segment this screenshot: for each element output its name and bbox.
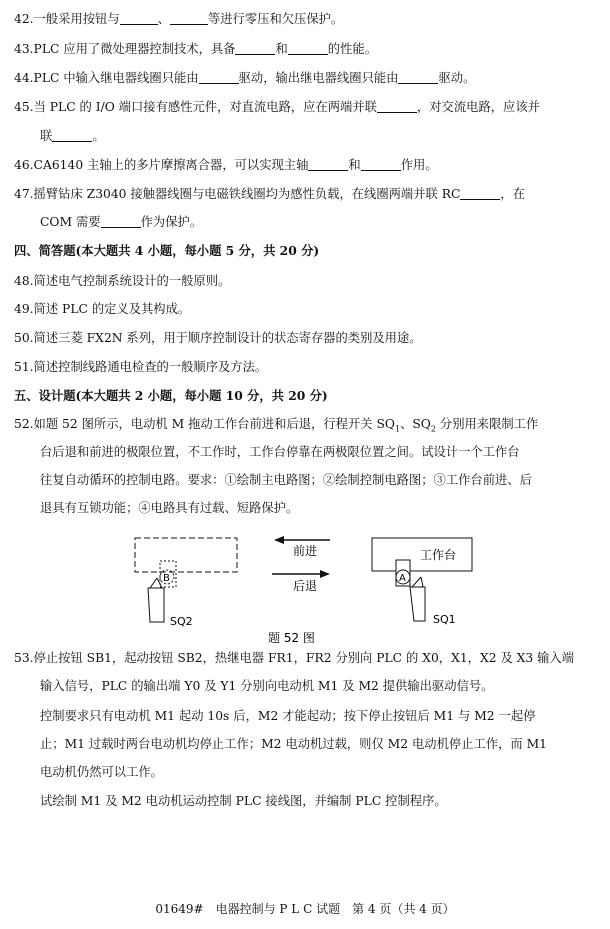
- question-47-cont: COM 需要 作为保护。: [40, 215, 203, 229]
- page-footer: 01649# 电器控制与 P L C 试题 第 4 页（共 4 页）: [155, 902, 455, 916]
- question-45-cont: 联 。: [40, 129, 105, 143]
- worktable-label: 工作台: [420, 548, 457, 562]
- question-52-line2: 台后退和前进的极限位置，不工作时，工作台停靠在两极限位置之间。试设计一个工作台: [40, 445, 520, 459]
- question-52-line4: 退具有互锁功能；④电路具有过载、短路保护。: [40, 501, 299, 515]
- sq2-switch-icon: [148, 588, 164, 622]
- answer-blank[interactable]: [170, 12, 208, 25]
- question-50: 50.简述三菱 FX2N 系列，用于顺序控制设计的状态寄存器的类别及用途。: [14, 331, 422, 345]
- answer-blank[interactable]: [460, 187, 500, 200]
- figure-52: [0, 530, 610, 655]
- worktable-left-dashed: [135, 538, 237, 572]
- sq1-label: SQ1: [433, 613, 456, 626]
- question-43: 43.PLC 应用了微处理器控制技术，具备 和 的性能。: [14, 42, 377, 56]
- answer-blank[interactable]: [288, 42, 328, 55]
- pin-b-label: B: [163, 573, 170, 584]
- question-51: 51.简述控制线路通电检查的一般顺序及方法。: [14, 360, 268, 374]
- answer-blank[interactable]: [398, 71, 438, 84]
- question-52-line3: 往复自动循环的控制电路。要求：①绘制主电路图；②绘制控制电路图；③工作台前进、后: [40, 473, 532, 487]
- section-5-heading: 五、设计题(本大题共 2 小题，每小题 10 分，共 20 分): [14, 388, 328, 403]
- sq2-label: SQ2: [170, 615, 193, 628]
- forward-label: 前进: [293, 544, 318, 558]
- question-44: 44.PLC 中输入继电器线圈只能由 驱动，输出继电器线圈只能由 驱动。: [14, 71, 476, 85]
- answer-blank[interactable]: [120, 12, 158, 25]
- question-53-line5: 电动机仍然可以工作。: [40, 765, 163, 779]
- question-53-line6: 试绘制 M1 及 M2 电动机运动控制 PLC 接线图，并编制 PLC 控制程序。: [40, 794, 447, 808]
- question-52-line1: 52.如题 52 图所示，电动机 M 拖动工作台前进和后退，行程开关 $SQ_1$、$SQ_2$ 分别用来限制工作: [14, 417, 539, 434]
- question-53-line1: 53.停止按钮 SB1，起动按钮 SB2，热继电器 FR1，FR2 分别向 PLC 的 X0，X1，X2 及 X3 输入端: [14, 651, 575, 665]
- question-42: 42.一般采用按钮与 、 等进行零压和欠压保护。: [14, 12, 344, 26]
- figure-caption: 题 52 图: [268, 631, 315, 645]
- question-46: 46.CA6140 主轴上的多片摩擦离合器，可以实现主轴 和 作用。: [14, 158, 438, 172]
- backward-arrow-head-icon: [320, 570, 330, 578]
- question-47: 47.摇臂钻床 Z3040 接触器线圈与电磁铁线圈均为感性负载，在线圈两端并联 RC ，在: [14, 187, 526, 201]
- pin-a-label: A: [399, 573, 406, 584]
- section-4-heading: 四、简答题(本大题共 4 小题，每小题 5 分，共 20 分): [14, 243, 320, 258]
- question-53-line3: 控制要求只有电动机 M1 起动 10s 后，M2 才能起动；按下停止按钮后 M1 与 M2 一起停: [40, 709, 536, 723]
- answer-blank[interactable]: [235, 42, 275, 55]
- forward-arrow-head-icon: [274, 536, 284, 544]
- answer-blank[interactable]: [101, 215, 141, 228]
- sq1-lever: [421, 577, 423, 587]
- question-49: 49.简述 PLC 的定义及其构成。: [14, 302, 191, 316]
- sq2-lever: [150, 578, 157, 588]
- question-53-line2: 输入信号，PLC 的输出端 Y0 及 Y1 分别向电动机 M1 及 M2 提供输出驱动信号。: [40, 679, 494, 693]
- backward-label: 后退: [293, 579, 318, 593]
- sq1-switch-icon: [410, 587, 425, 621]
- sq1-lever: [412, 577, 421, 587]
- answer-blank[interactable]: [308, 158, 348, 171]
- answer-blank[interactable]: [377, 100, 417, 113]
- question-45: 45.当 PLC 的 I/O 端口接有感性元件，对直流电路，应在两端并联 ，对交流电路，应该并: [14, 100, 540, 114]
- answer-blank[interactable]: [52, 129, 92, 142]
- question-48: 48.简述电气控制系统设计的一般原则。: [14, 274, 231, 288]
- question-53-line4: 止；M1 过载时两台电动机均停止工作；M2 电动机过载，则仅 M2 电动机停止工作，而 M1: [40, 737, 548, 751]
- answer-blank[interactable]: [199, 71, 239, 84]
- answer-blank[interactable]: [361, 158, 401, 171]
